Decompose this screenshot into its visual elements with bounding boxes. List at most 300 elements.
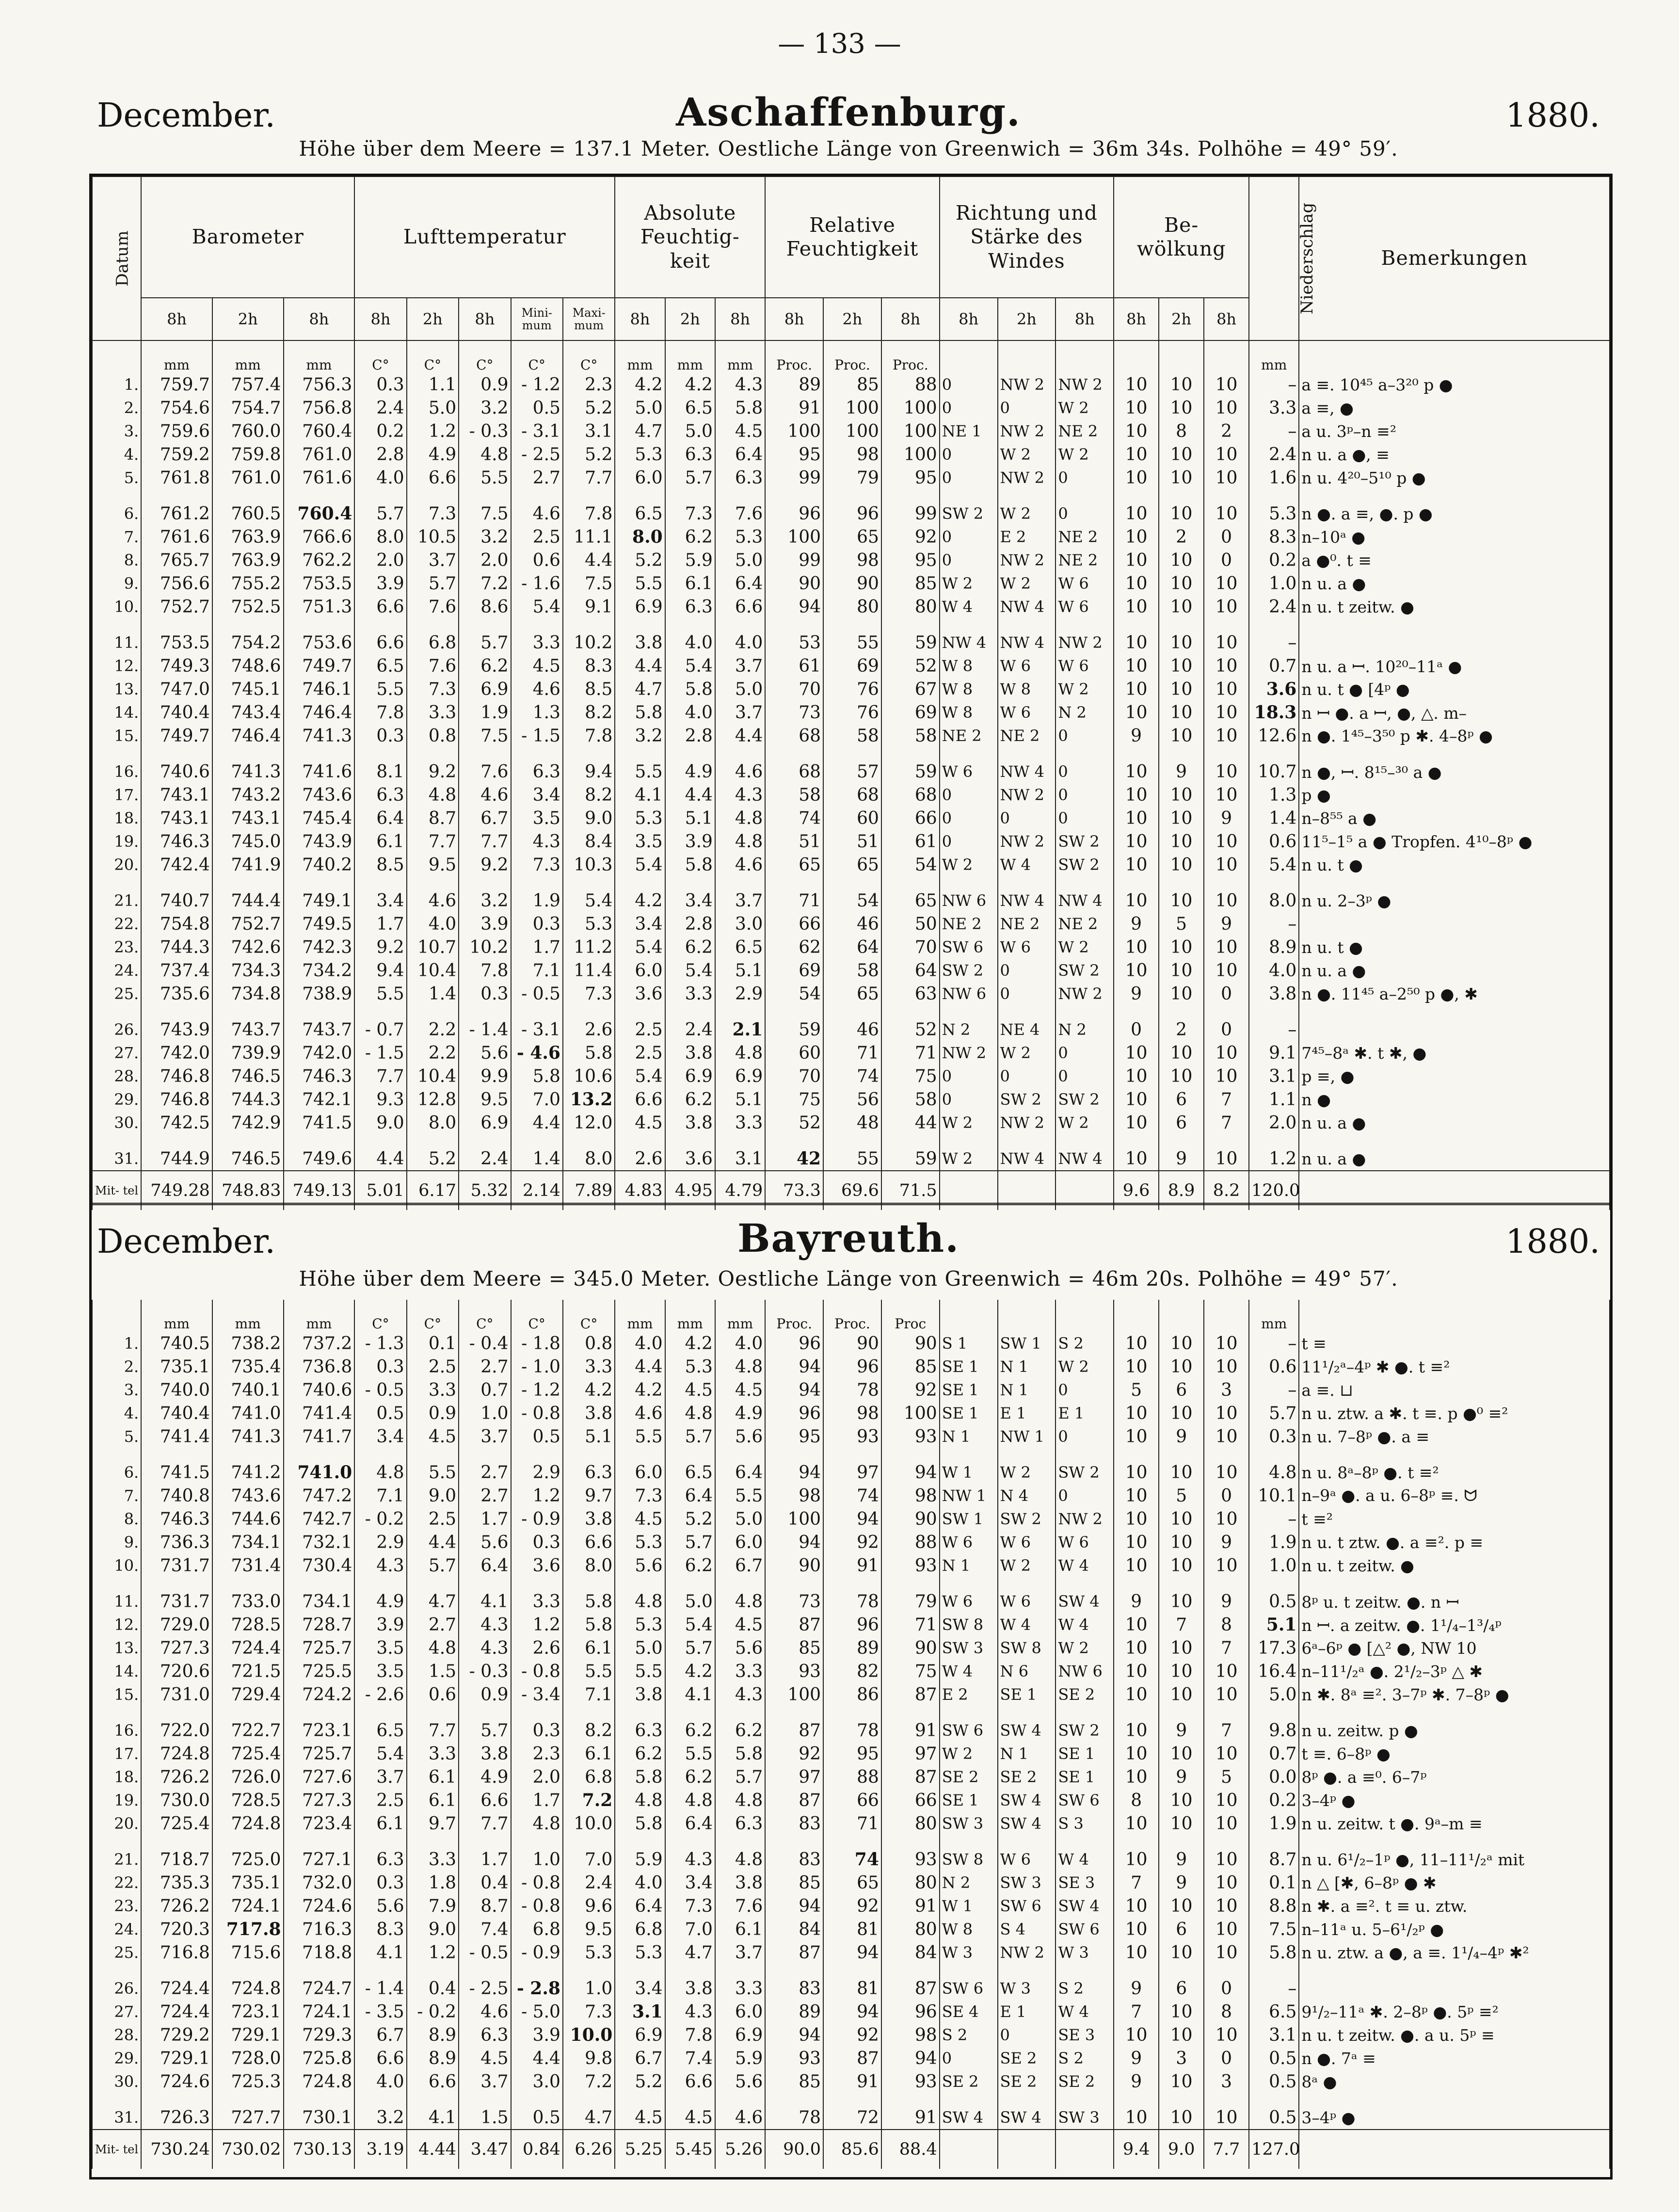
mean-cell: 7.89 bbox=[563, 1171, 615, 1210]
data-cell: 7.5 bbox=[459, 489, 511, 525]
data-cell: W 4 bbox=[940, 595, 998, 618]
unit-cell: C° bbox=[563, 1300, 615, 1332]
data-cell: 753.5 bbox=[141, 618, 212, 654]
date-cell: 18. bbox=[92, 807, 141, 830]
data-cell: 0.5 bbox=[354, 1402, 406, 1425]
data-cell: 100 bbox=[881, 420, 940, 443]
sub-8h: 8h bbox=[284, 298, 355, 340]
data-cell: 5.4 bbox=[615, 936, 665, 959]
data-cell: 3.1 bbox=[1249, 1065, 1299, 1088]
data-cell: 10 bbox=[1204, 373, 1249, 396]
data-cell: 742.1 bbox=[284, 1088, 355, 1111]
data-cell: 4.1 bbox=[354, 1941, 406, 1964]
data-cell: 58 bbox=[823, 724, 881, 747]
date-cell: 5. bbox=[92, 466, 141, 489]
data-cell: 5.9 bbox=[715, 2047, 765, 2070]
data-cell: 11.4 bbox=[563, 959, 615, 982]
data-cell: 9.6 bbox=[563, 1894, 615, 1918]
data-cell: W 8 bbox=[940, 1918, 998, 1941]
sub-8h: 8h bbox=[1204, 298, 1249, 340]
remark-cell: n–9ᵃ ●. a u. 6–8ᵖ ≡. ᗢ bbox=[1299, 1484, 1610, 1507]
data-cell: 10 bbox=[1204, 396, 1249, 420]
data-cell: 742.3 bbox=[284, 936, 355, 959]
data-cell: 10 bbox=[1114, 466, 1159, 489]
date-cell: 6. bbox=[92, 489, 141, 525]
data-cell: 5.9 bbox=[665, 549, 715, 572]
remark-cell: a ≡. 10⁴⁵ a–3²⁰ p ● bbox=[1299, 373, 1610, 396]
mean-cell: 69.6 bbox=[823, 1171, 881, 1210]
mean-cell: 73.3 bbox=[765, 1171, 823, 1210]
table-row bbox=[92, 1613, 1610, 1636]
data-cell: SE 1 bbox=[940, 1789, 998, 1812]
data-cell: 0.5 bbox=[511, 2093, 563, 2130]
data-cell: 744.4 bbox=[212, 876, 284, 912]
month-label: December. bbox=[97, 97, 275, 135]
data-cell: 10 bbox=[1159, 724, 1204, 747]
data-cell: 7.7 bbox=[563, 466, 615, 489]
data-cell: 6.2 bbox=[665, 1554, 715, 1577]
data-cell: 8.3 bbox=[354, 1918, 406, 1941]
data-cell: 5.6 bbox=[615, 1554, 665, 1577]
data-cell: 0.3 bbox=[354, 1355, 406, 1378]
data-cell: - 0.8 bbox=[511, 1660, 563, 1683]
data-cell: W 6 bbox=[1055, 1531, 1114, 1554]
data-cell: 70 bbox=[881, 936, 940, 959]
data-cell: SE 2 bbox=[940, 2070, 998, 2093]
data-cell: 3.8 bbox=[715, 1871, 765, 1894]
data-cell: 757.4 bbox=[212, 373, 284, 396]
data-cell: 3.3 bbox=[407, 701, 459, 724]
data-cell: 4.5 bbox=[615, 2093, 665, 2130]
data-cell: 4.0 bbox=[354, 2070, 406, 2093]
data-cell: 0.9 bbox=[407, 1402, 459, 1425]
date-cell: 5. bbox=[92, 1425, 141, 1448]
data-cell: 3.7 bbox=[407, 549, 459, 572]
data-cell: 100 bbox=[765, 525, 823, 549]
data-cell: 3.2 bbox=[615, 724, 665, 747]
data-cell: 53 bbox=[765, 618, 823, 654]
data-cell: 746.8 bbox=[141, 1065, 212, 1088]
data-cell: 5.5 bbox=[407, 1448, 459, 1484]
table-row bbox=[92, 1636, 1610, 1660]
data-cell: – bbox=[1249, 1005, 1299, 1041]
remark-cell: n u. 4²⁰–5¹⁰ p ● bbox=[1299, 466, 1610, 489]
data-cell: 10 bbox=[1204, 701, 1249, 724]
data-cell: 6.3 bbox=[715, 466, 765, 489]
data-cell: 12.8 bbox=[407, 1088, 459, 1111]
data-cell: 10 bbox=[1159, 1812, 1204, 1835]
data-cell: 724.8 bbox=[141, 1742, 212, 1765]
remark-cell: n u. a ● bbox=[1299, 1111, 1610, 1134]
sub-2h: 2h bbox=[998, 298, 1056, 340]
data-cell: 743.6 bbox=[212, 1484, 284, 1507]
data-cell: 7.8 bbox=[563, 489, 615, 525]
mean-cell: 7.7 bbox=[1204, 2130, 1249, 2169]
data-cell: 734.1 bbox=[212, 1531, 284, 1554]
data-cell: 10 bbox=[1114, 1088, 1159, 1111]
unit-cell: Proc. bbox=[823, 340, 881, 373]
data-cell: 4.0 bbox=[615, 1332, 665, 1355]
date-cell: 11. bbox=[92, 1577, 141, 1613]
data-cell: 10 bbox=[1159, 1531, 1204, 1554]
remark-cell: n u. t zeitw. ●. a u. 5ᵖ ≡ bbox=[1299, 2023, 1610, 2047]
data-cell: - 0.3 bbox=[459, 420, 511, 443]
data-cell: SE 1 bbox=[940, 1355, 998, 1378]
data-cell: 766.6 bbox=[284, 525, 355, 549]
data-cell: 4.9 bbox=[665, 747, 715, 783]
data-cell: 93 bbox=[881, 1425, 940, 1448]
data-cell: 89 bbox=[765, 373, 823, 396]
unit-cell bbox=[1159, 340, 1204, 373]
data-cell: 60 bbox=[765, 1041, 823, 1065]
unit-cell: Proc. bbox=[765, 1300, 823, 1332]
mean-cell bbox=[940, 2130, 998, 2169]
date-cell: 16. bbox=[92, 1706, 141, 1742]
remark-cell bbox=[1299, 1005, 1610, 1041]
table-row bbox=[92, 1706, 1610, 1742]
data-cell: – bbox=[1249, 1332, 1299, 1355]
data-cell: - 0.2 bbox=[407, 2000, 459, 2023]
data-cell: 3.1 bbox=[1249, 2023, 1299, 2047]
data-cell: 65 bbox=[823, 525, 881, 549]
data-cell: 5.5 bbox=[615, 1425, 665, 1448]
data-cell: 2.9 bbox=[511, 1448, 563, 1484]
data-cell: 4.6 bbox=[715, 747, 765, 783]
data-cell: 728.5 bbox=[212, 1789, 284, 1812]
data-cell: 6.3 bbox=[459, 2023, 511, 2047]
data-cell: - 3.4 bbox=[511, 1683, 563, 1706]
unit-cell: C° bbox=[459, 1300, 511, 1332]
data-cell: 5.1 bbox=[1249, 1613, 1299, 1636]
data-cell: W 6 bbox=[1055, 595, 1114, 618]
data-cell: 65 bbox=[823, 982, 881, 1005]
data-cell: 6.0 bbox=[615, 466, 665, 489]
data-cell: 10 bbox=[1114, 1554, 1159, 1577]
data-cell: 4.8 bbox=[354, 1448, 406, 1484]
mean-cell: 8.9 bbox=[1159, 1171, 1204, 1210]
data-cell: NW 2 bbox=[998, 549, 1056, 572]
data-cell: 4.8 bbox=[665, 1789, 715, 1812]
data-cell: 0 bbox=[1055, 1425, 1114, 1448]
sub-minimum: Mini- mum bbox=[511, 298, 563, 340]
data-cell: 8.9 bbox=[1249, 936, 1299, 959]
data-cell: SW 4 bbox=[998, 2093, 1056, 2130]
data-cell: 3.2 bbox=[459, 396, 511, 420]
data-cell: 100 bbox=[823, 396, 881, 420]
data-cell: 760.0 bbox=[212, 420, 284, 443]
data-cell: SW 1 bbox=[998, 1332, 1056, 1355]
data-cell: SE 2 bbox=[1055, 1683, 1114, 1706]
data-cell: 4.5 bbox=[407, 1425, 459, 1448]
data-cell: 5.7 bbox=[665, 1425, 715, 1448]
data-cell: - 1.5 bbox=[511, 724, 563, 747]
data-cell: 745.0 bbox=[212, 830, 284, 853]
data-cell: NE 2 bbox=[998, 724, 1056, 747]
data-cell: 1.7 bbox=[459, 1835, 511, 1871]
data-cell: 1.8 bbox=[407, 1871, 459, 1894]
data-cell: 10 bbox=[1204, 443, 1249, 466]
unit-cell: C° bbox=[459, 340, 511, 373]
data-cell: 4.2 bbox=[615, 876, 665, 912]
mean-cell: 4.95 bbox=[665, 1171, 715, 1210]
remark-cell bbox=[1299, 618, 1610, 654]
data-cell: 10 bbox=[1114, 549, 1159, 572]
data-cell: 5.4 bbox=[665, 1613, 715, 1636]
data-cell: 10 bbox=[1114, 936, 1159, 959]
data-cell: 5.0 bbox=[715, 1507, 765, 1531]
data-cell: SW 8 bbox=[940, 1613, 998, 1636]
data-cell: 5.3 bbox=[1249, 489, 1299, 525]
data-cell: 1.2 bbox=[511, 1613, 563, 1636]
data-cell: 10 bbox=[1159, 1448, 1204, 1484]
data-cell: 10 bbox=[1204, 747, 1249, 783]
unit-cell: mm bbox=[715, 340, 765, 373]
data-cell: 75 bbox=[765, 1088, 823, 1111]
data-cell: 8.0 bbox=[563, 1554, 615, 1577]
data-cell: 7.1 bbox=[354, 1484, 406, 1507]
data-cell: 10 bbox=[1204, 1355, 1249, 1378]
data-cell: 5.8 bbox=[615, 701, 665, 724]
data-cell: 100 bbox=[765, 420, 823, 443]
remark-cell: n u. ztw. a ●, a ≡. 1¹/₄–4ᵖ ✱² bbox=[1299, 1941, 1610, 1964]
data-cell: 74 bbox=[823, 1835, 881, 1871]
data-cell: 760.4 bbox=[284, 489, 355, 525]
data-cell: 7.5 bbox=[563, 572, 615, 595]
data-cell: 9 bbox=[1159, 1425, 1204, 1448]
sub-2h: 2h bbox=[665, 298, 715, 340]
data-cell: 749.6 bbox=[284, 1134, 355, 1171]
data-cell: 0.5 bbox=[1249, 2070, 1299, 2093]
data-cell: 742.0 bbox=[141, 1041, 212, 1065]
data-cell: 54 bbox=[823, 876, 881, 912]
data-cell: 0 bbox=[998, 982, 1056, 1005]
data-cell: 5.7 bbox=[459, 618, 511, 654]
data-cell: 10 bbox=[1204, 853, 1249, 876]
date-cell: 21. bbox=[92, 876, 141, 912]
data-cell: 10 bbox=[1159, 1041, 1204, 1065]
data-cell: W 8 bbox=[940, 678, 998, 701]
table-row bbox=[92, 1918, 1610, 1941]
mean-cell: 127.0 bbox=[1249, 2130, 1299, 2169]
data-cell: SW 2 bbox=[1055, 1448, 1114, 1484]
data-cell: 7.7 bbox=[407, 830, 459, 853]
data-cell: 8 bbox=[1114, 1789, 1159, 1812]
data-cell: 8.6 bbox=[459, 595, 511, 618]
table-row bbox=[92, 1577, 1610, 1613]
data-cell: SW 8 bbox=[998, 1636, 1056, 1660]
unit-cell bbox=[1159, 1300, 1204, 1332]
data-cell: 10 bbox=[1114, 572, 1159, 595]
data-cell: 81 bbox=[823, 1918, 881, 1941]
data-cell: 745.4 bbox=[284, 807, 355, 830]
data-cell: 8.5 bbox=[563, 678, 615, 701]
data-cell: 0 bbox=[1055, 1065, 1114, 1088]
data-cell: 2.0 bbox=[1249, 1111, 1299, 1134]
data-cell: 0.9 bbox=[459, 1683, 511, 1706]
data-cell: 723.4 bbox=[284, 1812, 355, 1835]
data-cell: SE 2 bbox=[998, 2070, 1056, 2093]
data-cell: 4.7 bbox=[407, 1577, 459, 1613]
data-cell: 71 bbox=[881, 1041, 940, 1065]
data-cell: W 8 bbox=[998, 678, 1056, 701]
mean-cell: 730.13 bbox=[284, 2130, 355, 2169]
data-cell: 0 bbox=[1055, 1378, 1114, 1402]
data-cell: 722.7 bbox=[212, 1706, 284, 1742]
data-cell: 4.4 bbox=[665, 783, 715, 807]
data-cell: 10 bbox=[1114, 1531, 1159, 1554]
data-cell: 10 bbox=[1114, 525, 1159, 549]
data-cell: 10 bbox=[1159, 396, 1204, 420]
table-row bbox=[92, 1041, 1610, 1065]
data-cell: 6.1 bbox=[407, 1789, 459, 1812]
data-cell: 10 bbox=[1204, 595, 1249, 618]
data-cell: 9 bbox=[1114, 1577, 1159, 1613]
table-row bbox=[92, 1894, 1610, 1918]
data-cell: 716.3 bbox=[284, 1918, 355, 1941]
data-cell: 10 bbox=[1114, 1683, 1159, 1706]
data-cell: 5.4 bbox=[563, 876, 615, 912]
data-cell: 10 bbox=[1114, 1134, 1159, 1171]
data-cell: 4.1 bbox=[407, 2093, 459, 2130]
data-cell: 0.6 bbox=[1249, 1355, 1299, 1378]
data-cell: 7.6 bbox=[715, 1894, 765, 1918]
data-cell: 10 bbox=[1114, 1706, 1159, 1742]
data-cell: 1.6 bbox=[1249, 466, 1299, 489]
data-cell: 4.2 bbox=[665, 1660, 715, 1683]
data-cell: 4.8 bbox=[715, 1789, 765, 1812]
data-cell: 10 bbox=[1114, 1636, 1159, 1660]
station-header-1 bbox=[97, 81, 1600, 135]
data-cell: 94 bbox=[765, 595, 823, 618]
data-cell: 5.7 bbox=[1249, 1402, 1299, 1425]
data-cell: 9.1 bbox=[1249, 1041, 1299, 1065]
data-cell: 10 bbox=[1114, 1425, 1159, 1448]
data-cell: 59 bbox=[881, 618, 940, 654]
table-row bbox=[92, 1765, 1610, 1789]
data-cell: 91 bbox=[881, 1894, 940, 1918]
data-cell: 10 bbox=[1114, 2023, 1159, 2047]
data-cell: 8.0 bbox=[407, 1111, 459, 1134]
data-cell: S 3 bbox=[1055, 1812, 1114, 1835]
unit-cell: Proc bbox=[881, 1300, 940, 1332]
data-cell: 6.4 bbox=[715, 572, 765, 595]
data-cell: 96 bbox=[765, 1402, 823, 1425]
data-cell: - 1.8 bbox=[511, 1332, 563, 1355]
data-cell: 4.4 bbox=[715, 724, 765, 747]
data-cell: 735.4 bbox=[212, 1355, 284, 1378]
data-cell: 59 bbox=[881, 1134, 940, 1171]
data-cell: 10 bbox=[1204, 1812, 1249, 1835]
mean-cell: 4.44 bbox=[407, 2130, 459, 2169]
data-cell: 7 bbox=[1204, 1111, 1249, 1134]
data-cell: 52 bbox=[881, 654, 940, 678]
data-cell: SW 4 bbox=[998, 1812, 1056, 1835]
unit-cell bbox=[1055, 340, 1114, 373]
data-cell: 5.8 bbox=[615, 1765, 665, 1789]
data-cell: 4.3 bbox=[665, 2000, 715, 2023]
data-cell: 74 bbox=[765, 807, 823, 830]
data-cell: 7 bbox=[1204, 1088, 1249, 1111]
data-cell: 6.4 bbox=[665, 1484, 715, 1507]
data-cell: 2.5 bbox=[615, 1041, 665, 1065]
mean-cell: 120.0 bbox=[1249, 1171, 1299, 1210]
unit-cell bbox=[998, 340, 1056, 373]
data-cell: 9 bbox=[1204, 1577, 1249, 1613]
data-cell: N 1 bbox=[998, 1742, 1056, 1765]
data-cell: 1.9 bbox=[511, 876, 563, 912]
date-cell: 23. bbox=[92, 936, 141, 959]
unit-cell bbox=[1204, 340, 1249, 373]
data-cell: 7.8 bbox=[354, 701, 406, 724]
mean-cell: 8.2 bbox=[1204, 1171, 1249, 1210]
date-cell: 21. bbox=[92, 1835, 141, 1871]
data-cell: 749.7 bbox=[284, 654, 355, 678]
data-cell: 726.0 bbox=[212, 1765, 284, 1789]
data-cell: 6.4 bbox=[665, 1812, 715, 1835]
data-cell: 744.3 bbox=[141, 936, 212, 959]
data-cell: 759.7 bbox=[141, 373, 212, 396]
data-cell: 0 bbox=[940, 2047, 998, 2070]
data-cell: 7.6 bbox=[407, 595, 459, 618]
data-cell: SW 2 bbox=[998, 1088, 1056, 1111]
data-cell: 87 bbox=[765, 1706, 823, 1742]
data-cell: 6.5 bbox=[615, 489, 665, 525]
data-cell: 744.3 bbox=[212, 1088, 284, 1111]
data-cell: 1.9 bbox=[1249, 1531, 1299, 1554]
remark-cell: n ●, ꟷ. 8¹⁵–³⁰ a ● bbox=[1299, 747, 1610, 783]
data-cell: 2.5 bbox=[407, 1355, 459, 1378]
data-cell: 100 bbox=[765, 1683, 823, 1706]
data-cell: 5.8 bbox=[665, 678, 715, 701]
mean-cell: 3.19 bbox=[354, 2130, 406, 2169]
data-cell: 4.5 bbox=[715, 420, 765, 443]
data-cell: 78 bbox=[823, 1378, 881, 1402]
data-cell: 6.0 bbox=[615, 1448, 665, 1484]
remark-cell: n–11ᵃ u. 5–6¹/₂ᵖ ● bbox=[1299, 1918, 1610, 1941]
data-cell: - 0.8 bbox=[511, 1894, 563, 1918]
data-cell: W 6 bbox=[940, 1577, 998, 1613]
data-cell: 3.4 bbox=[615, 912, 665, 936]
data-cell: 5.5 bbox=[354, 678, 406, 701]
data-cell: 3.4 bbox=[665, 1871, 715, 1894]
data-cell: 7.2 bbox=[563, 2070, 615, 2093]
data-cell: 7.6 bbox=[459, 747, 511, 783]
date-cell: 12. bbox=[92, 654, 141, 678]
data-cell: 2.7 bbox=[459, 1484, 511, 1507]
data-cell: 10 bbox=[1159, 572, 1204, 595]
data-cell: 3.4 bbox=[615, 1964, 665, 2000]
data-cell: 6.6 bbox=[715, 595, 765, 618]
data-cell: N 2 bbox=[940, 1005, 998, 1041]
data-cell: 4.8 bbox=[715, 1041, 765, 1065]
data-cell: 741.0 bbox=[284, 1448, 355, 1484]
data-cell: 740.4 bbox=[141, 701, 212, 724]
data-cell: 57 bbox=[823, 747, 881, 783]
data-cell: 3.4 bbox=[665, 876, 715, 912]
data-cell: 731.7 bbox=[141, 1554, 212, 1577]
data-cell: 5.7 bbox=[407, 1554, 459, 1577]
data-cell: SW 6 bbox=[940, 936, 998, 959]
remark-cell: n u. t ● bbox=[1299, 936, 1610, 959]
table-row bbox=[92, 1812, 1610, 1835]
data-cell: W 2 bbox=[998, 572, 1056, 595]
data-cell: 741.6 bbox=[284, 747, 355, 783]
data-cell: 9 bbox=[1159, 1765, 1204, 1789]
mean-cell: 730.24 bbox=[141, 2130, 212, 2169]
data-cell: 4.4 bbox=[511, 1111, 563, 1134]
data-cell: 3.7 bbox=[715, 654, 765, 678]
unit-cell bbox=[1299, 340, 1610, 373]
